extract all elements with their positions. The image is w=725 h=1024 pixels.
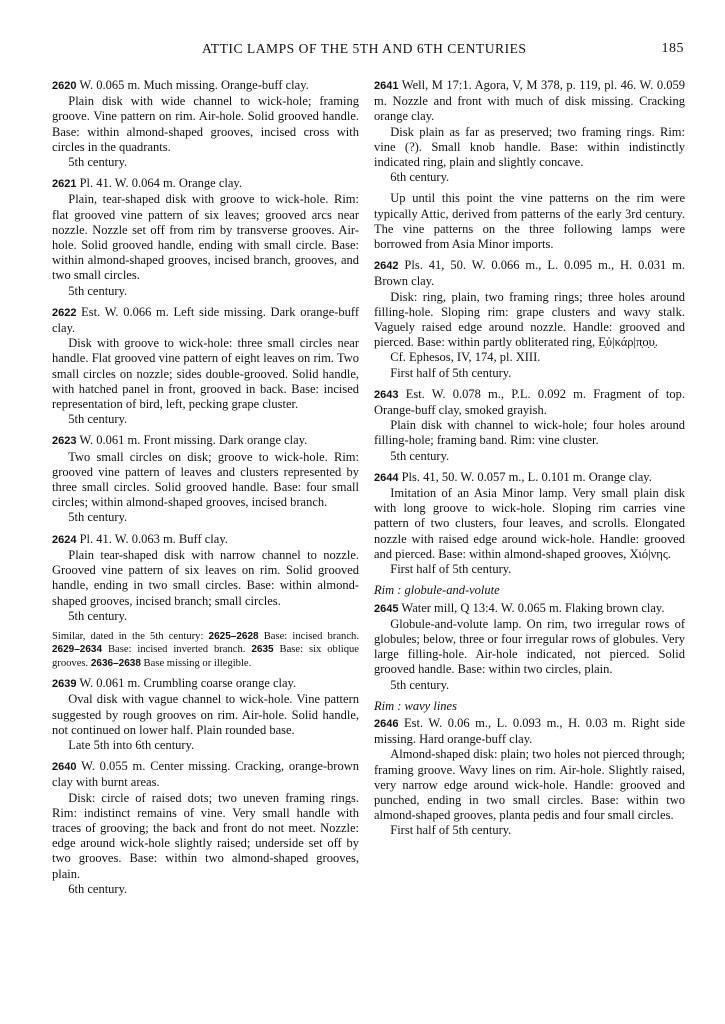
catalogue-number: 2640: [52, 761, 77, 774]
entry-text: 5th century.: [68, 412, 128, 427]
entry-measurements: Pls. 41, 50. W. 0.057 m., L. 0.101 m. Orange clay.: [401, 469, 652, 484]
catalogue-number: 2621: [52, 178, 77, 191]
entry-text: 5th century.: [68, 283, 128, 298]
entry-text: Cf. Ephesos, IV, 174, pl. XIII.: [390, 350, 541, 365]
entry-heading: [52, 176, 359, 192]
catalogue-number: 2622: [52, 306, 77, 319]
entry-text: Disk plain as far as preserved; two framing rings. Rim: vine (?). Small knob handle. Base: within indistinctly indicated ring, plain and slightly concave.: [374, 124, 685, 170]
entry-heading: [52, 78, 359, 94]
entry-heading: [52, 532, 359, 548]
entry-text: Plain disk with channel to wick-hole; four holes around filling-hole; framing band. Rim: vine cluster.: [374, 418, 685, 448]
entry-text: Imitation of an Asia Minor lamp. Very small plain disk with long groove to wick-hole. Sloping rim carries vine pattern of two clusters, four leaves, and scrolls. Elongated nozzle with raised edge around wick-hole. Handle: grooved and pierced. Base: within almond-shaped grooves, Χιό|νης.: [374, 486, 685, 561]
entry-text: Plain tear-shaped disk with narrow channel to nozzle. Grooved vine pattern of six leaves on rim. Solid grooved handle, ending in two small circles. Base: within almond-shaped grooves, incised branch; small circles.: [52, 547, 359, 608]
entry-text: First half of 5th century.: [390, 562, 512, 577]
entry-text: Oval disk with vague channel to wick-hole. Vine pattern suggested by rough grooves on rim. Air-hole. Solid handle, not continued on lower half. Plain rounded base.: [52, 692, 359, 737]
entry-text: First half of 5th century.: [390, 823, 512, 838]
entry-heading: [52, 305, 359, 336]
entry-text: 5th century.: [68, 608, 128, 623]
note-text: Similar, dated in the 5th century:: [52, 630, 209, 642]
running-title: ATTIC LAMPS OF THE 5TH AND 6TH CENTURIES: [202, 41, 527, 56]
catalogue-number: 2642: [374, 260, 399, 273]
entry-heading: [374, 716, 685, 747]
entry-text: 5th century.: [390, 677, 450, 692]
catalogue-entry: [52, 176, 359, 299]
similar-items-note: [52, 630, 359, 670]
right-column: [374, 78, 685, 845]
commentary-paragraph: Up until this point the vine patterns on the rim were typically Attic, derived from patterns of the early 3rd century. The vine patterns on the three following lamps were borrowed from Asia Minor imports.: [374, 191, 685, 252]
catalogue-range: 2629–2634: [52, 644, 103, 656]
entry-measurements: W. 0.061 m. Front missing. Dark orange clay.: [79, 433, 308, 448]
entry-heading: [374, 258, 685, 289]
entry-measurements: Est. W. 0.078 m., P.L. 0.092 m. Fragment of top. Orange-buff clay, smoked grayish.: [374, 386, 686, 418]
catalogue-entry: [374, 387, 685, 464]
note-text: Base: incised inverted branch.: [102, 644, 252, 656]
entry-text: 5th century.: [68, 155, 128, 170]
entry-measurements: Est. W. 0.066 m. Left side missing. Dark orange-buff clay.: [52, 304, 360, 336]
catalogue-entry: [52, 759, 359, 897]
catalogue-entry: [374, 78, 685, 185]
entry-measurements: Pl. 41. W. 0.064 m. Orange clay.: [79, 176, 242, 191]
catalogue-entry: [374, 716, 685, 839]
catalogue-number: 2623: [52, 435, 77, 448]
catalogue-entry: [374, 470, 685, 577]
entry-text: Late 5th into 6th century.: [68, 737, 195, 752]
entry-measurements: W. 0.055 m. Center missing. Cracking, orange-brown clay with burnt areas.: [52, 759, 359, 790]
catalogue-number: 2646: [374, 717, 399, 730]
entry-text: Disk: ring, plain, two framing rings; three holes around filling-hole. Sloping rim: grape clusters and wavy stalk. Vaguely raised edge around nozzle. Handle: grooved and pierced. Base: within partly obliterated ring, Ε̣ὐ|κάρ|π̣ο̣υ̣.: [374, 289, 685, 350]
entry-text: 6th century.: [68, 881, 128, 896]
entry-text: Plain, tear-shaped disk with groove to wick-hole. Rim: flat grooved vine pattern of six leaves; grooved arcs near nozzle. Nozzle set off from rim by transverse grooves. Air-hole. Solid grooved handle, ending with small circle. Base: within almond-shaped grooves, incised branch, grooves, and two small circles.: [52, 192, 359, 283]
entry-measurements: Est. W. 0.06 m., L. 0.093 m., H. 0.03 m. Right side missing. Hard orange-buff clay.: [374, 715, 685, 747]
catalogue-entry: [52, 676, 359, 753]
entry-heading: [52, 759, 359, 790]
catalogue-entry: [374, 258, 685, 381]
entry-heading: [374, 78, 685, 125]
catalogue-range: 2636–2638: [90, 657, 141, 669]
entry-text: First half of 5th century.: [390, 365, 512, 380]
catalogue-entry: [52, 78, 359, 170]
entry-text: Disk: circle of raised dots; two uneven framing rings. Rim: indistinct remains of vine. Very small handle with traces of grooving; the back and front do not meet. Nozzle: edge around wick-hole slightly raised; underside set off by two grooves. Base: within two almond-shaped grooves, plain.: [52, 790, 359, 881]
catalogue-number: 2641: [374, 80, 399, 92]
entry-measurements: Pls. 41, 50. W. 0.066 m., L. 0.095 m., H. 0.031 m. Brown clay.: [374, 258, 686, 289]
section-heading: Rim : globule-and-volute: [374, 583, 500, 598]
catalogue-number: 2645: [374, 602, 399, 615]
entry-heading: [374, 387, 685, 418]
entry-measurements: W. 0.061 m. Crumbling coarse orange clay.: [79, 676, 297, 691]
entry-text: Almond-shaped disk: plain; two holes not pierced through; framing groove. Wavy lines on rim. Air-hole. Slightly raised, very narrow edge around wick-hole. Handle: grooved and punched, ending in two small circles. Base: within two almond-shaped grooves, planta pedis and four small circles.: [374, 747, 685, 823]
entry-measurements: Water mill, Q 13:4. W. 0.065 m. Flaking brown clay.: [401, 600, 665, 615]
page-number: 185: [661, 41, 684, 56]
section-heading: Rim : wavy lines: [374, 698, 457, 713]
entry-text: Disk with groove to wick-hole: three small circles near handle. Flat grooved vine pattern of eight leaves on rim. Two small circles on nozzle; sides double-grooved. Solid handle, with hatched panel in front, grooved in back. Base: incised representation of bird, left, pecking grape cluster.: [52, 336, 359, 412]
page-header: [54, 41, 684, 63]
entry-measurements: Pl. 41. W. 0.063 m. Buff clay.: [79, 531, 228, 546]
entry-measurements: Well, M 17:1. Agora, V, M 378, p. 119, pl. 46. W. 0.059 m. Nozzle and front with much of disk missing. Cracking orange clay.: [374, 78, 685, 124]
catalogue-range: 2625–2628: [208, 630, 259, 642]
catalogue-entry: [52, 433, 359, 525]
catalogue-entry: [52, 532, 359, 624]
entry-text: Two small circles on disk; groove to wick-hole. Rim: grooved vine pattern of leaves and clusters represented by three small circles. Solid grooved handle. Base: four small circles; within almond-shaped grooves, incised branch.: [52, 449, 359, 510]
catalogue-number: 2624: [52, 533, 77, 546]
catalogue-entry: [52, 305, 359, 428]
note-text: Base: six oblique grooves.: [52, 644, 359, 669]
entry-text: Globule-and-volute lamp. On rim, two irregular rows of globules; below, three or four irregular rows of globules. Very large filling-hole. Air-hole indicated, not pierced. Solid grooved handle. Base: within two circles, plain.: [374, 616, 685, 677]
entry-heading: [374, 470, 685, 486]
entry-heading: [52, 676, 359, 692]
catalogue-number: 2639: [52, 678, 77, 691]
catalogue-number: 2643: [374, 388, 399, 401]
note-text: Base missing or illegible.: [140, 657, 252, 669]
entry-text: 5th century.: [68, 510, 128, 525]
catalogue-number: 2644: [374, 471, 399, 484]
entry-text: Plain disk with wide channel to wick-hole; framing groove. Vine pattern on rim. Air-hole. Solid grooved handle. Base: within almond-shaped grooves, incised cross with circles in the quadrants.: [52, 94, 359, 154]
entry-heading: [374, 601, 685, 617]
catalogue-range: 2635: [251, 644, 274, 656]
entry-text: 6th century.: [390, 170, 450, 185]
left-column: [52, 78, 359, 903]
catalogue-entry: [374, 601, 685, 693]
note-text: Base: incised branch.: [258, 630, 359, 642]
catalogue-number: 2620: [52, 80, 77, 92]
entry-text: 5th century.: [390, 448, 450, 463]
entry-measurements: W. 0.065 m. Much missing. Orange-buff clay.: [79, 78, 309, 92]
entry-heading: [52, 433, 359, 449]
